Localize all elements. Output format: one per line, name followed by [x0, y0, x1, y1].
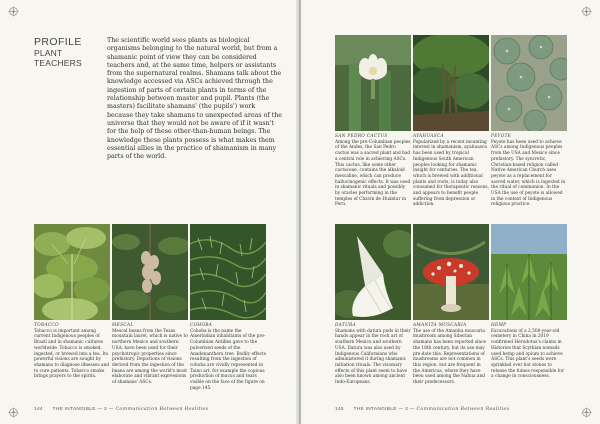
- caption-title: MESCAL: [112, 323, 134, 328]
- caption-title: AMANITA MUSCARIA: [413, 323, 467, 328]
- caption-title: DATURA: [335, 323, 356, 328]
- caption-text: Tobacco is important among current Indigenous peoples of Brazil and in shamanic cultures worldwide. Tobacco is smoked, ingested, or brewed into a tea. Its powerful visions are sought by shamans to diagnose illnesses and to cure patients. Tobacco smoke brings prayers to the spirits.: [34, 328, 110, 380]
- caption-text: The use of the Amanita muscaria mushroom among Siberian shamans has been reported since the 18th century, but its use may pre-date this. Representations of mushrooms are not common in this region, but are frequent in the Americas, where they have been used among the Nahua and their predecessors.: [413, 328, 487, 386]
- running-section: THE INTANGIBLE — 2 —: [353, 407, 415, 412]
- right-page: [301, 0, 600, 424]
- caption-san-pedro: [335, 134, 411, 208]
- caption-text: Popularized by a recent mounting interest in shamanism, ayahuasca has been used by tropical Indigenous South American peoples looking for shamanic insight for centuries. The tea, which is brewed with additional plants and roots, is today also consumed for therapeutic reasons, and appears to benefit people suffering from depression or addiction.: [413, 139, 489, 208]
- caption-datura: [335, 323, 411, 386]
- intro-paragraph: The scientific world sees plants as biological organisms belonging to the natural world, but from a shamanic point of view they can be considered teachers and, at the same time, helpers or assistants from the supernatural realms. Shamans talk about the knowledge accessed via ASCs achieved through the ingestion of parts of certain plants in terms of the relationship between master and pupil. Plants (the masters) facilitate shamans' (the pupils') work because they take shamans to unexpected areas of the universe that they would not be aware of if it wasn't for the help of these other-than-human beings. The knowledge these plants possess is what makes them essential allies in the practice of shamanism in many parts of the world.: [107, 37, 283, 161]
- running-chapter: Communication Between Realities: [115, 407, 209, 412]
- profile-title: PROFILE: [34, 36, 82, 48]
- caption-title: COHOBA: [190, 323, 213, 328]
- page-number: 145: [335, 407, 344, 412]
- corner-ornament-icon: [581, 407, 592, 418]
- caption-title: PEYOTE: [491, 134, 512, 139]
- corner-ornament-icon: [581, 6, 592, 17]
- cohoba-photo: [190, 224, 266, 320]
- caption-tobacco: [34, 323, 110, 380]
- profile-header: [34, 37, 102, 68]
- tobacco-photo: [34, 224, 110, 320]
- caption-title: TOBACCO: [34, 323, 59, 328]
- datura-photo: [335, 224, 411, 320]
- ayahuasca-photo: [413, 35, 489, 131]
- caption-cohoba: [190, 323, 266, 391]
- running-chapter: Communication Between Realities: [416, 407, 510, 412]
- caption-text: Cohoba is the name the Amerindian inhabitants of the pre-Columbian Antilles gave to the pulverized seeds of the Anadenanthera tree. Bodily effects resulting from the ingestion of cohoba are vividly represented in Taino art, for example the copious production of mucus and tears visible on the face of the figure on page 145.: [190, 328, 266, 391]
- caption-text: Excavations of a 2,500-year-old cemetery in China in 2019 confirmed Herodotus's claims in Histories that Scythian nomads used hemp and opium to achieve ASCs. This plant's seeds were sprinkled over hot stones to release the fumes responsible for a change in consciousness.: [491, 328, 564, 380]
- caption-hemp: [491, 323, 567, 380]
- mescal-photo: [112, 224, 188, 320]
- caption-peyote: [491, 134, 567, 208]
- left-page: [0, 0, 299, 424]
- caption-amanita: [413, 323, 489, 386]
- running-section: THE INTANGIBLE — 2 —: [52, 407, 114, 412]
- caption-text: Among the pre-Columbian peoples of the Andes, the San Pedro cactus was a sacred plant and had a central role in achieving ASCs. This cactus, like some other cactaceae, contains the alkaloid mescaline, which can produce hallucinogenic effects. It was used in shamanic rituals and possibly by oracles performing in the temples of Chavín de Huántar in Peru.: [335, 139, 411, 208]
- caption-text: Mescal beans from the Texas mountain laurel, which is native to northern Mexico and southern USA, have been used for their psychotropic properties since prehistory. Depictions of visions derived from the ingestion of the beans are among the world's most elaborate and vibrant expressions of shamans' ASCs.: [112, 328, 188, 386]
- corner-ornament-icon: [8, 407, 19, 418]
- caption-mescal: [112, 323, 188, 386]
- caption-ayahuasca: [413, 134, 489, 208]
- caption-title: SAN PEDRO CACTUS: [335, 134, 388, 139]
- left-page-footer: [34, 407, 208, 412]
- profile-subtitle: PLANT TEACHERS: [34, 48, 82, 68]
- corner-ornament-icon: [8, 6, 19, 17]
- caption-text: Shamans with datura pods in their hands appear in the rock art of southern Mexico and southern USA. Datura was also used by Indigenous Californians who administered it during shamanic initiation rituals. The visionary effects of this plant seem to have also been known among ancient Indo-Europeans.: [335, 328, 411, 386]
- page-number: 144: [34, 407, 43, 412]
- caption-title: AYAHUASCA: [413, 134, 444, 139]
- san-pedro-cactus-photo: [335, 35, 411, 131]
- peyote-photo: [491, 35, 567, 131]
- right-page-footer: [335, 407, 509, 412]
- hemp-photo: [491, 224, 567, 320]
- caption-text: Peyote has been used to achieve ASCs among Indigenous peoples from the USA and Mexico since prehistory. The syncretic, Christian-based religion called Native American Church uses peyote as a replacement for sacred water, which is ingested in the ritual of communion. In the USA the use of peyote is allowed in the context of Indigenous religious practice.: [491, 139, 566, 208]
- caption-title: HEMP: [491, 323, 507, 328]
- amanita-muscaria-photo: [413, 224, 489, 320]
